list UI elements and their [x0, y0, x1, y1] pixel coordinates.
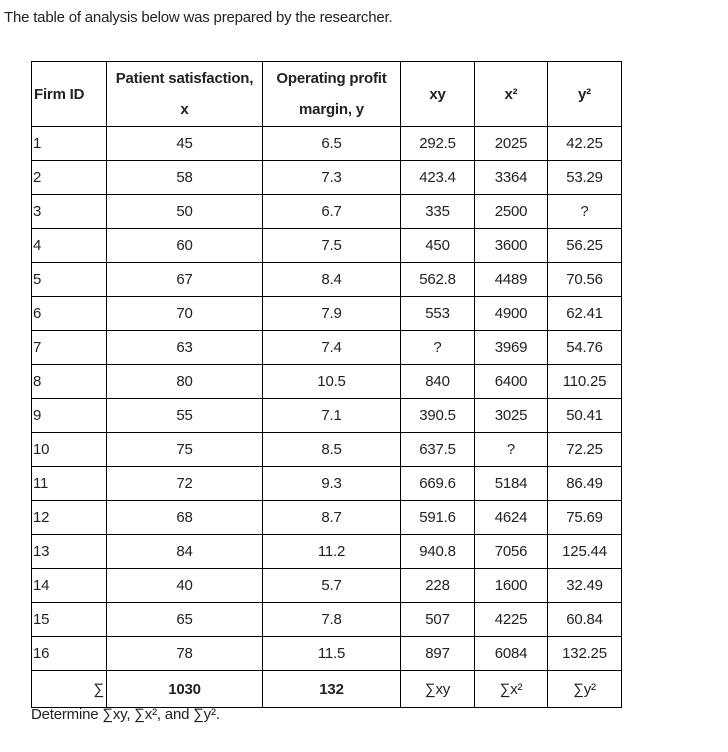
cell-y: 11.5 [263, 637, 401, 671]
cell-xy: 562.8 [401, 263, 475, 297]
header-patient-satisfaction [107, 62, 263, 127]
intro-text: The table of analysis below was prepared by the researcher. [4, 9, 393, 26]
cell-y: 7.1 [263, 399, 401, 433]
cell-y-squared: 54.76 [548, 331, 622, 365]
table-row [32, 229, 622, 263]
cell-x: 55 [107, 399, 263, 433]
question-text: Determine ∑xy, ∑x², and ∑y². [31, 706, 220, 723]
cell-x: 80 [107, 365, 263, 399]
analysis-table [31, 61, 622, 708]
header-x-line2: x [180, 101, 189, 118]
cell-x: 75 [107, 433, 263, 467]
cell-x-squared: 6084 [475, 637, 548, 671]
cell-firm-id: 4 [32, 229, 107, 263]
cell-x: 58 [107, 161, 263, 195]
header-xy: xy [401, 62, 475, 127]
sigma-symbol: ∑ [32, 671, 107, 708]
cell-x: 50 [107, 195, 263, 229]
cell-y: 7.4 [263, 331, 401, 365]
cell-x-squared: 3600 [475, 229, 548, 263]
table-row [32, 331, 622, 365]
cell-firm-id: 16 [32, 637, 107, 671]
cell-y-squared: 62.41 [548, 297, 622, 331]
table-row [32, 127, 622, 161]
cell-x-squared: 3364 [475, 161, 548, 195]
cell-x-squared: 2500 [475, 195, 548, 229]
cell-x-squared: 4900 [475, 297, 548, 331]
cell-xy: 637.5 [401, 433, 475, 467]
table-row [32, 637, 622, 671]
cell-x: 65 [107, 603, 263, 637]
cell-y: 11.2 [263, 535, 401, 569]
cell-xy: 507 [401, 603, 475, 637]
cell-firm-id: 15 [32, 603, 107, 637]
total-y-squared-label: ∑y² [548, 671, 622, 708]
cell-y: 7.5 [263, 229, 401, 263]
cell-xy: 228 [401, 569, 475, 603]
table-row [32, 535, 622, 569]
cell-firm-id: 3 [32, 195, 107, 229]
cell-x: 60 [107, 229, 263, 263]
cell-x: 78 [107, 637, 263, 671]
cell-xy: 591.6 [401, 501, 475, 535]
cell-firm-id: 2 [32, 161, 107, 195]
cell-y: 7.3 [263, 161, 401, 195]
cell-xy: 840 [401, 365, 475, 399]
cell-y: 10.5 [263, 365, 401, 399]
header-y-line1: Operating profit [276, 70, 387, 87]
cell-xy: ? [401, 331, 475, 365]
total-x: 1030 [107, 671, 263, 708]
cell-xy: 450 [401, 229, 475, 263]
cell-x-squared: 4225 [475, 603, 548, 637]
cell-firm-id: 10 [32, 433, 107, 467]
cell-firm-id: 7 [32, 331, 107, 365]
cell-xy: 940.8 [401, 535, 475, 569]
cell-y: 8.4 [263, 263, 401, 297]
header-x-line1: Patient satisfaction, [115, 70, 254, 87]
cell-y: 9.3 [263, 467, 401, 501]
table-row [32, 263, 622, 297]
cell-y-squared: ? [548, 195, 622, 229]
table-row [32, 365, 622, 399]
cell-firm-id: 11 [32, 467, 107, 501]
cell-x: 84 [107, 535, 263, 569]
cell-x-squared: 7056 [475, 535, 548, 569]
cell-y: 6.5 [263, 127, 401, 161]
header-x-squared: x² [475, 62, 548, 127]
cell-y: 6.7 [263, 195, 401, 229]
cell-y: 8.5 [263, 433, 401, 467]
header-y-squared: y² [548, 62, 622, 127]
cell-x-squared: 3025 [475, 399, 548, 433]
cell-x: 40 [107, 569, 263, 603]
table-row [32, 161, 622, 195]
table-row [32, 569, 622, 603]
totals-row [32, 671, 622, 708]
cell-x: 68 [107, 501, 263, 535]
table-row [32, 603, 622, 637]
cell-x-squared: ? [475, 433, 548, 467]
cell-y: 8.7 [263, 501, 401, 535]
cell-x-squared: 2025 [475, 127, 548, 161]
cell-x: 67 [107, 263, 263, 297]
cell-firm-id: 9 [32, 399, 107, 433]
cell-firm-id: 5 [32, 263, 107, 297]
header-y-line2: margin, y [299, 101, 364, 118]
header-row [32, 62, 622, 127]
cell-y: 5.7 [263, 569, 401, 603]
table-row [32, 501, 622, 535]
cell-y-squared: 42.25 [548, 127, 622, 161]
cell-y-squared: 32.49 [548, 569, 622, 603]
cell-x-squared: 4489 [475, 263, 548, 297]
cell-firm-id: 8 [32, 365, 107, 399]
cell-x-squared: 6400 [475, 365, 548, 399]
cell-xy: 897 [401, 637, 475, 671]
cell-x-squared: 3969 [475, 331, 548, 365]
total-y: 132 [263, 671, 401, 708]
header-operating-profit [263, 62, 401, 127]
table-row [32, 433, 622, 467]
cell-y-squared: 60.84 [548, 603, 622, 637]
total-xy-label: ∑xy [401, 671, 475, 708]
cell-y: 7.8 [263, 603, 401, 637]
cell-x-squared: 4624 [475, 501, 548, 535]
table-row [32, 297, 622, 331]
cell-y: 7.9 [263, 297, 401, 331]
cell-x: 70 [107, 297, 263, 331]
cell-y-squared: 70.56 [548, 263, 622, 297]
cell-xy: 423.4 [401, 161, 475, 195]
cell-firm-id: 6 [32, 297, 107, 331]
cell-firm-id: 12 [32, 501, 107, 535]
cell-xy: 292.5 [401, 127, 475, 161]
cell-firm-id: 13 [32, 535, 107, 569]
cell-xy: 669.6 [401, 467, 475, 501]
table-row [32, 399, 622, 433]
header-firm-id: Firm ID [32, 62, 107, 127]
cell-x: 72 [107, 467, 263, 501]
table-body [32, 127, 622, 671]
total-x-squared-label: ∑x² [475, 671, 548, 708]
cell-y-squared: 132.25 [548, 637, 622, 671]
cell-y-squared: 56.25 [548, 229, 622, 263]
cell-y-squared: 53.29 [548, 161, 622, 195]
cell-x-squared: 5184 [475, 467, 548, 501]
table-row [32, 467, 622, 501]
cell-xy: 335 [401, 195, 475, 229]
cell-y-squared: 72.25 [548, 433, 622, 467]
cell-y-squared: 125.44 [548, 535, 622, 569]
table-row [32, 195, 622, 229]
cell-y-squared: 110.25 [548, 365, 622, 399]
cell-xy: 553 [401, 297, 475, 331]
cell-firm-id: 1 [32, 127, 107, 161]
cell-x: 45 [107, 127, 263, 161]
cell-xy: 390.5 [401, 399, 475, 433]
cell-y-squared: 50.41 [548, 399, 622, 433]
cell-x-squared: 1600 [475, 569, 548, 603]
cell-x: 63 [107, 331, 263, 365]
cell-y-squared: 86.49 [548, 467, 622, 501]
cell-y-squared: 75.69 [548, 501, 622, 535]
cell-firm-id: 14 [32, 569, 107, 603]
